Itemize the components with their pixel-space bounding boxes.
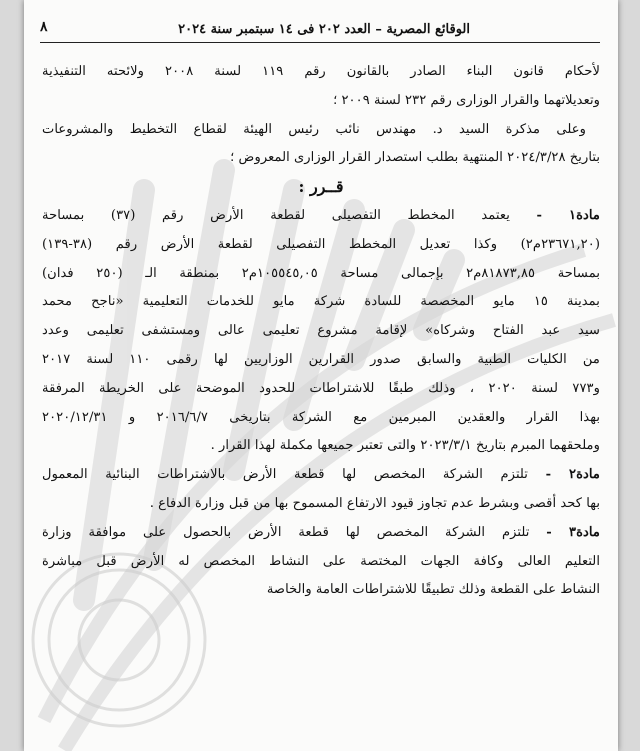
- text-line: سيد عبد الفتاح وشركاه» لإقامة مشروع تعليمى عالى ومستشفى تعليمى وعدد: [42, 323, 600, 339]
- text-line: بمدينة ١٥ مايو المخصصة للسادة شركة مايو للخدمات التعليمية «ناجح محمد: [42, 294, 600, 310]
- page-number: ٨: [40, 19, 48, 35]
- text-line: [42, 461, 600, 490]
- document-body: [42, 58, 600, 605]
- article-label: مادة١ -: [536, 207, 600, 223]
- decision-heading: قــرر :: [298, 177, 344, 197]
- text-line: وتعديلاتهما والقرار الوزارى رقم ٢٣٢ لسنة ٢٠٠٩ ؛: [333, 92, 600, 108]
- text-line: وعلى مذكرة السيد د. مهندس نائب رئيس الهيئة لقطاع التخطيط والمشروعات: [42, 121, 586, 137]
- article-text: يعتمد المخطط التفصيلى لقطعة الأرض رقم (٣٧) بمساحة: [42, 207, 537, 223]
- article-text: تلتزم الشركة المخصص لها قطعة الأرض بالحصول على موافقة وزارة: [42, 524, 547, 540]
- text-line: [42, 519, 600, 548]
- text-line: بتاريخ ٢٠٢٤/٣/٢٨ المنتهية بطلب استصدار القرار الوزارى المعروض ؛: [230, 150, 600, 166]
- text-line: بها كحد أقصى وبشرط عدم تجاوز قيود الارتفاع المسموح بها من قبل وزارة الدفاع .: [149, 495, 600, 511]
- page-header: [40, 16, 600, 43]
- text-line: من الكليات الطبية والسابق صدور القرارين الوزاريين لها رقمى ١١٠ لسنة ٢٠١٧: [42, 351, 600, 367]
- text-line: النشاط على القطعة وذلك تطبيقًا للاشتراطات العامة والخاصة: [266, 582, 600, 598]
- text-line: [42, 202, 600, 231]
- text-line: لأحكام قانون البناء الصادر بالقانون رقم ١١٩ لسنة ٢٠٠٨ ولائحته التنفيذية: [42, 64, 600, 79]
- header-title: الوقائع المصرية – العدد ٢٠٢ فى ١٤ سبتمبر سنة ٢٠٢٤: [178, 21, 470, 37]
- text-line: التعليم العالى وكافة الجهات المختصة على النشاط المخصص له الأرض قبل مباشرة: [42, 553, 600, 569]
- article-label: مادة٢ -: [545, 467, 600, 483]
- text-line: (٢٣٦٧١,٢٠م٢) وكذا تعديل المخطط التفصيلى لقطعة الأرض رقم (٣٨-١٣٩): [42, 236, 600, 252]
- text-line: بمساحة ٨١٨٧٣,٨٥م٢ بإجمالى مساحة ١٠٥٥٤٥,٠٥م٢ بمنطقة الـ (٢٥٠ فدان): [42, 265, 600, 281]
- text-line: و٧٧٣ لسنة ٢٠٢٠ ، وذلك طبقًا للاشتراطات للحدود الموضحة على الخريطة المرفقة: [42, 380, 600, 396]
- article-label: مادة٣ -: [546, 524, 600, 540]
- article-text: تلتزم الشركة المخصص لها قطعة الأرض بالاشتراطات البنائية المعمول: [42, 467, 546, 483]
- text-line: وملحقهما المبرم بتاريخ ٢٠٢٣/٣/١ والتى تعتبر جميعها مكملة لهذا القرار .: [210, 438, 600, 454]
- text-line: بهذا القرار والعقدين المبرمين مع الشركة بتاريخى ٢٠١٦/٦/٧ و ٢٠٢٠/١٢/٣١: [42, 409, 600, 425]
- document-page: [24, 0, 618, 751]
